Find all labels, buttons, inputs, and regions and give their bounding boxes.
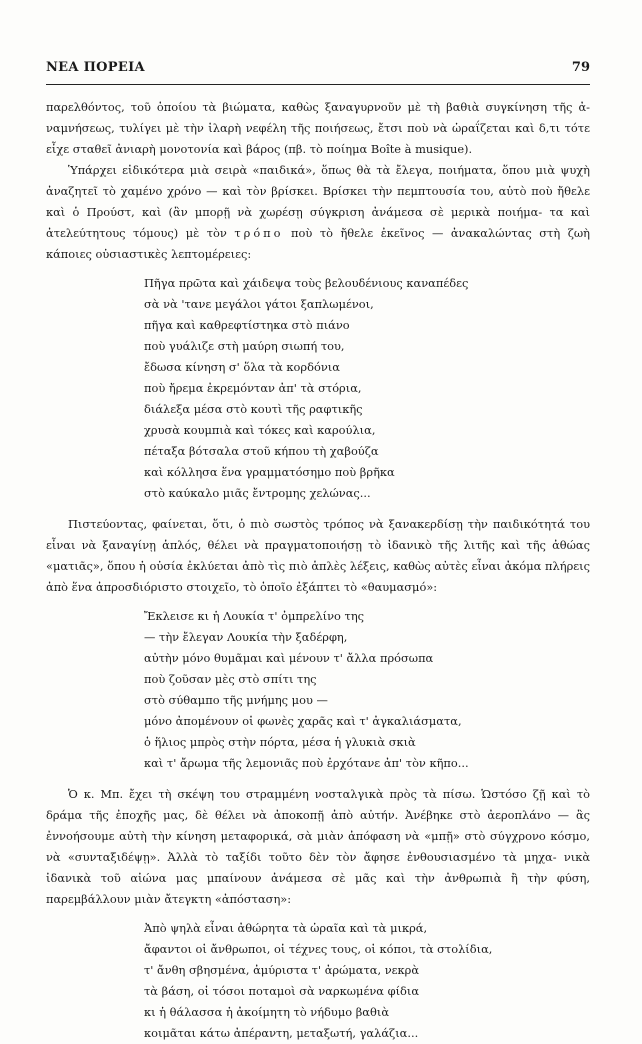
paragraph: παρελθόντος, τοῦ ὁποίου τὰ βιώματα, καθὼς ξαναγυρνοῦν μὲ τὴ βαθιὰ συγκίνηση τῆς ἀ- ναμνήσεως, τυλίγει μὲ τὴν ἱλαρὴ νεφέλη τῆς ποιήσεως, ἔτσι ποὺ νὰ ὡραΐζεται καὶ δ,τι τότε εἶχε σταθεῖ ἀνιαρὴ μονοτονία καὶ βάρος (πβ. τὸ ποίημα Boîte à musique). <box>46 100 590 156</box>
paragraph: Ὑπάρχει εἰδικότερα μιὰ σειρὰ «παιδικά», ὅπως θὰ τὰ ἔλεγα, ποιήματα, ὅπου μιὰ ψυχὴ ἀναζητεῖ τὸ χαμένο χρόνο — καὶ τὸν βρίσκει. Βρίσκει τὴν πεμπτουσία του, αὐτὸ ποὺ ἤθελε καὶ ὁ Προύστ, καὶ (ἂν μπορῇ νὰ χωρέσῃ σύγκριση ἀνάμεσα σὲ μερικὰ ποιήμα- τα καὶ ἀτελεύτητους τόμους) μὲ τὸν τρόπο ποὺ τὸ ἤθελε ἐκεῖνος — ἀνακαλώντας στὴ ζωὴ κάποιες οὐσιαστικὲς λεπτομέρειες: <box>46 163 591 261</box>
poem-excerpt: Ἔκλεισε κι ἡ Λουκία τ' ὀμπρελίνο της — τὴν ἔλεγαν Λουκία τὴν ξαδέρφη, αὐτὴν μόνο θυμᾶμαι καὶ μένουν τ' ἄλλα πρόσωπα ποὺ ζοῦσαν μὲς στὸ σπίτι της στὸ σύθαμπο τῆς μνήμης μου — μόνο ἀπομένουν οἱ φωνὲς χαρᾶς καὶ τ' ἀγκαλιάσματα, ὁ ἥλιος μπρὸς στὴν πόρτα, μέσα ἡ γλυκιὰ σκιὰ καὶ τ' ἄρωμα τῆς λεμονιᾶς ποὺ ἐρχότανε ἀπ' τὸν κῆπο... <box>144 609 469 770</box>
page-number: 79 <box>571 60 590 75</box>
header-rule <box>46 84 590 85</box>
paragraph: Ὁ κ. Μπ. ἔχει τὴ σκέψη του στραμμένη νοσταλγικὰ πρὸς τὰ πίσω. Ὡστόσο ζῇ καὶ τὸ δράμα τῆς ἐποχῆς μας, δὲ θέλει νὰ ἀποκοπῇ ἀπὸ αὐτήν. Ἀνέβηκε στὸ ἀεροπλάνο — ἂς ἐννοήσουμε αὐτὴ τὴν κίνηση μεταφορικά, σὰ μιὰν ἀπόφαση νὰ «μπῇ» στὸ σύγχρονο κόσμο, νὰ «συνταξιδέψῃ». Ἀλλὰ τὸ ταξίδι τοῦτο δὲν τὸν ἄφησε ἐνθουσιασμένο τὰ μηχα- νικὰ ἰδανικὰ τοῦ αἰώνα μας μπαίνουν ἀνάμεσα σὲ μᾶς καὶ τὴν ἀνθρωπιὰ ἢ τὴν φύση, παρεμβάλλουν μιὰν ἄτεγκτη «ἀπόσταση»: <box>46 787 591 906</box>
running-header <box>46 60 590 80</box>
paragraph: Πιστεύοντας, φαίνεται, ὅτι, ὁ πιὸ σωστὸς τρόπος νὰ ξανακερδίσῃ τὴν παιδικότητά του εἶναι νὰ ξαναγίνῃ ἁπλός, θέλει νὰ πραγματοποιήσῃ τὸ ἰδανικὸ τῆς λιτῆς καὶ τῆς ἀθώας «ματιᾶς», ὅπου ἡ οὐσία ἐκλύεται ἀπὸ τὶς πιὸ ἁπλὲς λέξεις, καθὼς αὐτὲς εἶναι ἀκόμα πλήρεις ἀπὸ ἕνα ἀπροσδιόριστο στοιχεῖο, τὸ ὁποῖο ἐξάπτει τὸ «θαυμασμό»: <box>46 517 591 594</box>
poem-excerpt: Ἀπὸ ψηλὰ εἶναι ἀθώρητα τὰ ὡραῖα καὶ τὰ μικρά, ἄφαντοι οἱ ἄνθρωποι, οἱ τέχνες τους, οἱ κόποι, τὰ στολίδια, τ' ἄνθη σβησμένα, ἀμύριστα τ' ἀρώματα, νεκρὰ τὰ βάση, οἱ τόσοι ποταμοὶ σὰ ναρκωμένα φίδια κι ἡ θάλασσα ἡ ἀκοίμητη τὸ νήδυμο βαθιὰ κοιμᾶται κάτω ἀπέραντη, μεταξωτή, γαλάζια... <box>144 921 493 1040</box>
page-body <box>46 97 590 1044</box>
journal-title: ΝΕΑ ΠΟΡΕΙΑ <box>46 60 145 75</box>
poem-excerpt: Πῆγα πρῶτα καὶ χάιδεψα τοὺς βελουδένιους καναπέδες σὰ νὰ 'τανε μεγάλοι γάτοι ξαπλωμένοι, πῆγα καὶ καθρεφτίστηκα στὸ πιάνο ποὺ γυάλιζε στὴ μαύρη σιωπή του, ἔδωσα κίνηση σ' ὅλα τὰ κορδόνια ποὺ ἤρεμα ἐκρεμόνταν ἀπ' τὰ στόρια, διάλεξα μέσα στὸ κουτὶ τῆς ραφτικῆς χρυσὰ κουμπιὰ καὶ τόκες καὶ καρούλια, πέταξα βότσαλα στοῦ κήπου τὴ χαβούζα καὶ κόλλησα ἕνα γραμματόσημο ποὺ βρῆκα στὸ καύκαλο μιᾶς ἔντρομης χελώνας... <box>144 276 469 500</box>
